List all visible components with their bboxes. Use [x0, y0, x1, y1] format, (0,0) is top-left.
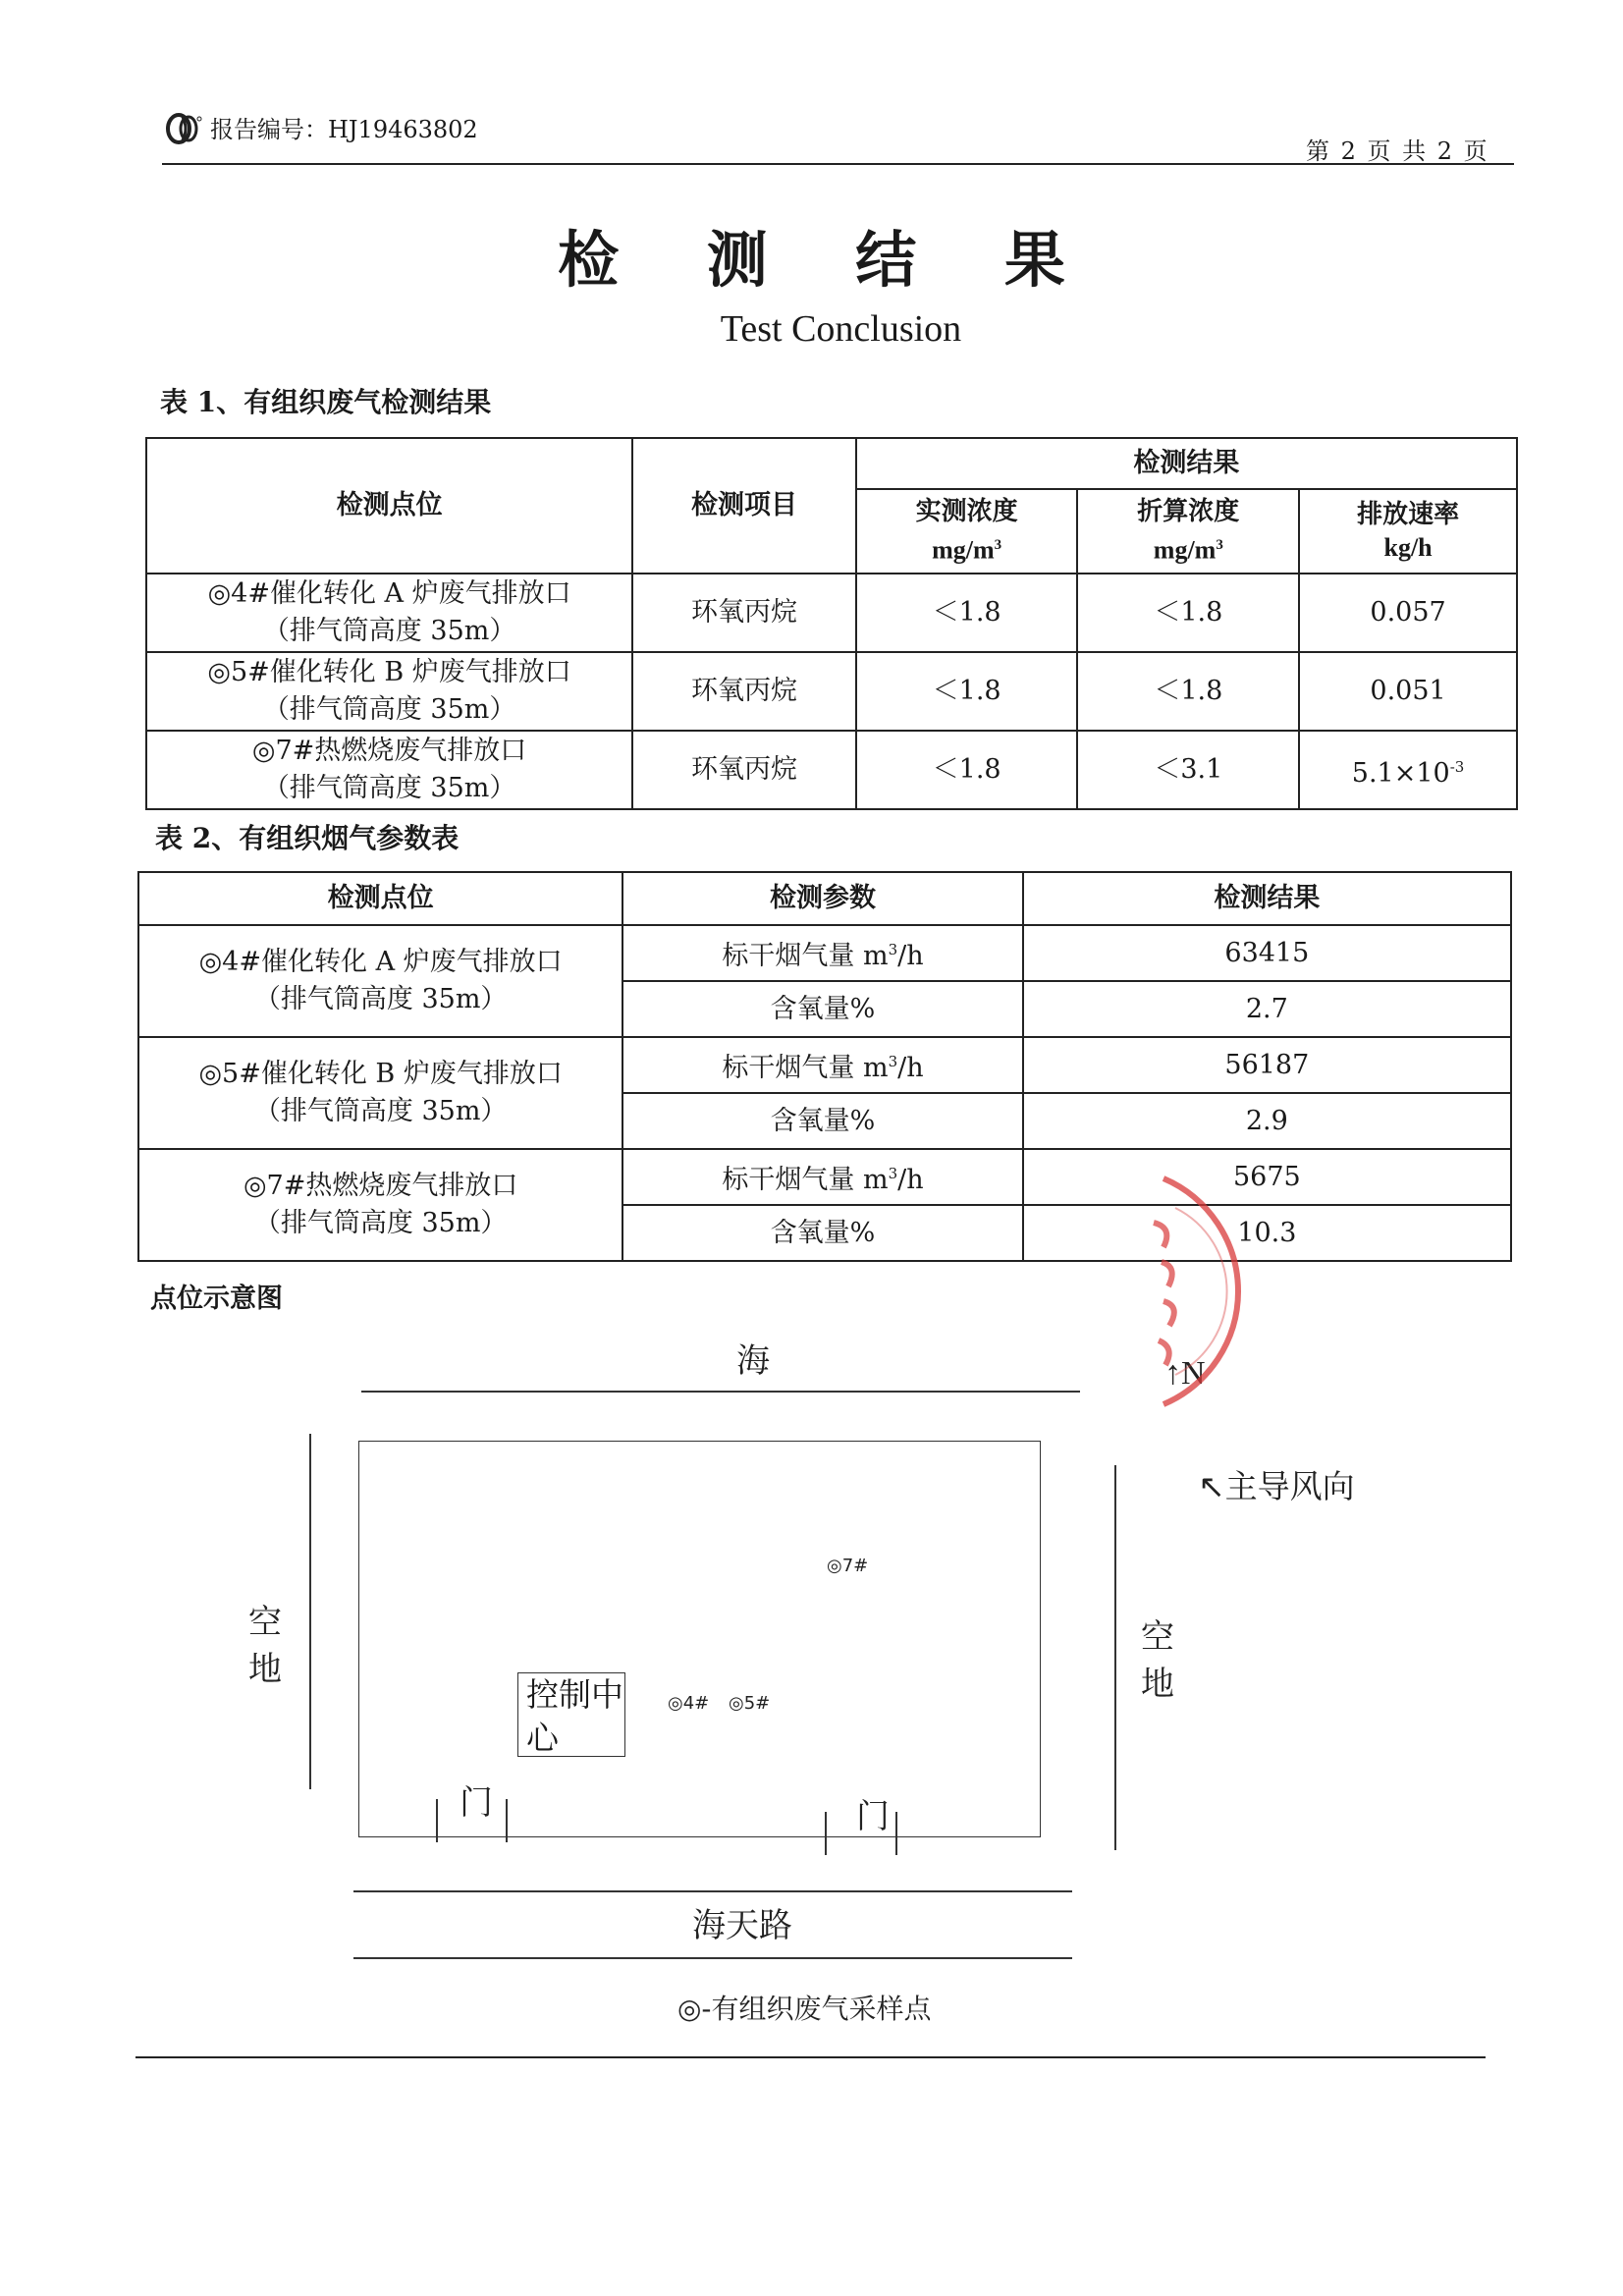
t2-header-result: 检测结果	[1023, 872, 1511, 925]
t1-r2-point: ◎5#催化转化 B 炉废气排放口 （排气筒高度 35m）	[146, 652, 632, 731]
sea-label: 海	[736, 1341, 770, 1381]
sea-line	[361, 1391, 1080, 1393]
t1-r3-measured: ＜1.8	[856, 731, 1078, 809]
t2-g3-o2-label: 含氧量%	[622, 1205, 1022, 1261]
t2-header-point: 检测点位	[138, 872, 622, 925]
table-row	[146, 574, 1517, 652]
right-land-label: 空地	[1141, 1617, 1174, 1704]
road-line-top	[353, 1890, 1072, 1892]
sampling-point-4: ◎4#	[668, 1693, 710, 1714]
gate-right-post-b	[895, 1812, 897, 1855]
table-row	[146, 652, 1517, 731]
t1-r1-point: ◎4#催化转化 A 炉废气排放口 （排气筒高度 35m）	[146, 574, 632, 652]
t1-r2-measured: ＜1.8	[856, 652, 1078, 731]
t2-g1-flow-label: 标干烟气量 $m^3/h$	[622, 925, 1022, 981]
t2-g2-flow-label: 标干烟气量 $m^3/h$	[622, 1037, 1022, 1093]
t2-g3-flow: 5675	[1023, 1149, 1511, 1205]
sampling-point-7: ◎7#	[827, 1556, 869, 1576]
table2-caption: 表 2、有组织烟气参数表	[155, 822, 460, 854]
t1-r3-item: 环氧丙烷	[632, 731, 856, 809]
t2-g1-o2-label: 含氧量%	[622, 981, 1022, 1037]
t1-r1-measured: ＜1.8	[856, 574, 1078, 652]
table2	[137, 871, 1512, 1262]
t1-r1-item: 环氧丙烷	[632, 574, 856, 652]
t1-header-item: 检测项目	[632, 438, 856, 574]
t1-r2-rate: 0.051	[1299, 652, 1517, 731]
t2-g2-flow: 56187	[1023, 1037, 1511, 1093]
t1-r3-converted: ＜3.1	[1077, 731, 1299, 809]
page-title: 检 测 结 果	[558, 224, 1099, 296]
page-number: 第 2 页 共 2 页	[1306, 137, 1489, 165]
table-row	[138, 925, 1511, 981]
t2-g1-point: ◎4#催化转化 A 炉废气排放口 （排气筒高度 35m）	[138, 925, 622, 1037]
t1-header-rate: 排放速率 kg/h	[1299, 489, 1517, 574]
t1-header-point: 检测点位	[146, 438, 632, 574]
header-rule	[162, 163, 1514, 165]
table1-caption: 表 1、有组织废气检测结果	[160, 386, 492, 418]
company-logo-icon	[165, 111, 204, 144]
right-boundary-line	[1114, 1465, 1116, 1850]
gate-left-label: 门	[460, 1783, 493, 1823]
t1-header-result: 检测结果	[856, 438, 1517, 489]
report-number: 报告编号：HJ19463802	[210, 116, 478, 143]
table-row	[138, 1149, 1511, 1205]
wind-direction-label: ↖主导风向	[1198, 1467, 1355, 1505]
road-line-bottom	[353, 1957, 1072, 1959]
report-header-left	[165, 110, 478, 144]
t1-r3-point: ◎7#热燃烧废气排放口 （排气筒高度 35m）	[146, 731, 632, 809]
t2-g2-o2: 2.9	[1023, 1093, 1511, 1149]
page-subtitle: Test Conclusion	[720, 308, 962, 350]
t1-header-measured: 实测浓度 $mg/m^3$	[856, 489, 1078, 574]
table-row	[138, 1037, 1511, 1093]
t1-header-converted: 折算浓度 $mg/m^3$	[1077, 489, 1299, 574]
table-row	[146, 731, 1517, 809]
t1-r1-converted: ＜1.8	[1077, 574, 1299, 652]
t2-g1-o2: 2.7	[1023, 981, 1511, 1037]
footer-rule	[135, 2056, 1486, 2058]
table1	[145, 437, 1518, 810]
t2-g1-flow: 63415	[1023, 925, 1511, 981]
gate-right-label: 门	[856, 1797, 890, 1836]
t2-g3-point: ◎7#热燃烧废气排放口 （排气筒高度 35m）	[138, 1149, 622, 1261]
t1-r3-rate: $5.1\times 10^{-3}$	[1299, 731, 1517, 809]
gate-left-post-a	[436, 1799, 438, 1842]
north-arrow-icon: ↑N	[1164, 1355, 1206, 1392]
t2-g2-o2-label: 含氧量%	[622, 1093, 1022, 1149]
left-boundary-line	[309, 1434, 311, 1789]
diagram-caption: 点位示意图	[150, 1284, 283, 1314]
t2-g2-point: ◎5#催化转化 B 炉废气排放口 （排气筒高度 35m）	[138, 1037, 622, 1149]
sampling-point-5: ◎5#	[729, 1693, 771, 1714]
t2-header-param: 检测参数	[622, 872, 1022, 925]
control-center-box: 控制中心	[517, 1672, 625, 1757]
t1-r2-item: 环氧丙烷	[632, 652, 856, 731]
t1-r1-rate: 0.057	[1299, 574, 1517, 652]
left-land-label: 空地	[248, 1603, 282, 1689]
t1-r2-converted: ＜1.8	[1077, 652, 1299, 731]
gate-right-post-a	[825, 1812, 827, 1855]
diagram-legend: ◎-有组织废气采样点	[677, 1993, 932, 2025]
t2-g3-o2: 10.3	[1023, 1205, 1511, 1261]
gate-left-post-b	[506, 1799, 508, 1842]
t2-g3-flow-label: 标干烟气量 $m^3/h$	[622, 1149, 1022, 1205]
road-label: 海天路	[692, 1906, 792, 1945]
